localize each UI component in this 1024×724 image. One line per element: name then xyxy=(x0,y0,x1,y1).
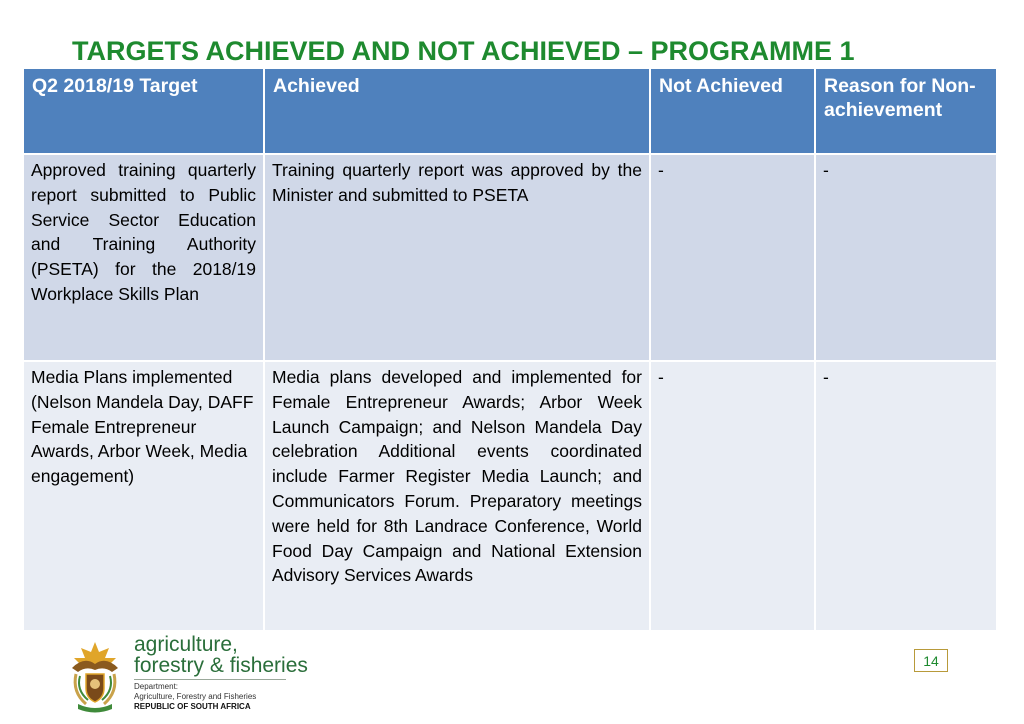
dept-name: Agriculture, Forestry and Fisheries xyxy=(134,692,257,701)
table-row xyxy=(24,154,997,361)
table-row xyxy=(24,361,997,630)
header-reason: Reason for Non-achievement xyxy=(815,69,997,154)
country-name: REPUBLIC OF SOUTH AFRICA xyxy=(134,702,251,711)
brand-line-2: forestry & fisheries xyxy=(134,654,308,677)
dept-label: Department: xyxy=(134,682,179,691)
header-not-achieved: Not Achieved xyxy=(650,69,815,154)
header-achieved: Achieved xyxy=(264,69,650,154)
cell-achieved: Media plans developed and implemented for Female Entrepreneur Awards; Arbor Week Launch Campaign; and Nelson Mandela Day celebration Additional events coordinated include Farmer Register Media Launch; and Communicators Forum. Preparatory meetings were held for 8th Landrace Conference, World Food Day Campaign and National Extension Advisory Services Awards xyxy=(264,361,650,630)
slide-title: TARGETS ACHIEVED AND NOT ACHIEVED – PROGRAMME 1 xyxy=(72,36,855,66)
coat-of-arms-icon xyxy=(66,638,124,714)
cell-reason: - xyxy=(815,154,997,361)
header-target: Q2 2018/19 Target xyxy=(24,69,264,154)
page-number: 14 xyxy=(914,649,948,672)
cell-target: Approved training quarterly report submitted to Public Service Sector Education and Training Authority (PSETA) for the 2018/19 Workplace Skills Plan xyxy=(24,154,264,361)
cell-achieved: Training quarterly report was approved by the Minister and submitted to PSETA xyxy=(264,154,650,361)
cell-not-achieved: - xyxy=(650,154,815,361)
cell-reason: - xyxy=(815,361,997,630)
cell-target: Media Plans implemented (Nelson Mandela Day, DAFF Female Entrepreneur Awards, Arbor Week, Media engagement) xyxy=(24,361,264,630)
cell-not-achieved: - xyxy=(650,361,815,630)
brand-line-1: agriculture, xyxy=(134,633,238,656)
table-header-row xyxy=(24,69,997,154)
targets-table xyxy=(24,69,998,630)
brand-divider xyxy=(134,679,286,680)
